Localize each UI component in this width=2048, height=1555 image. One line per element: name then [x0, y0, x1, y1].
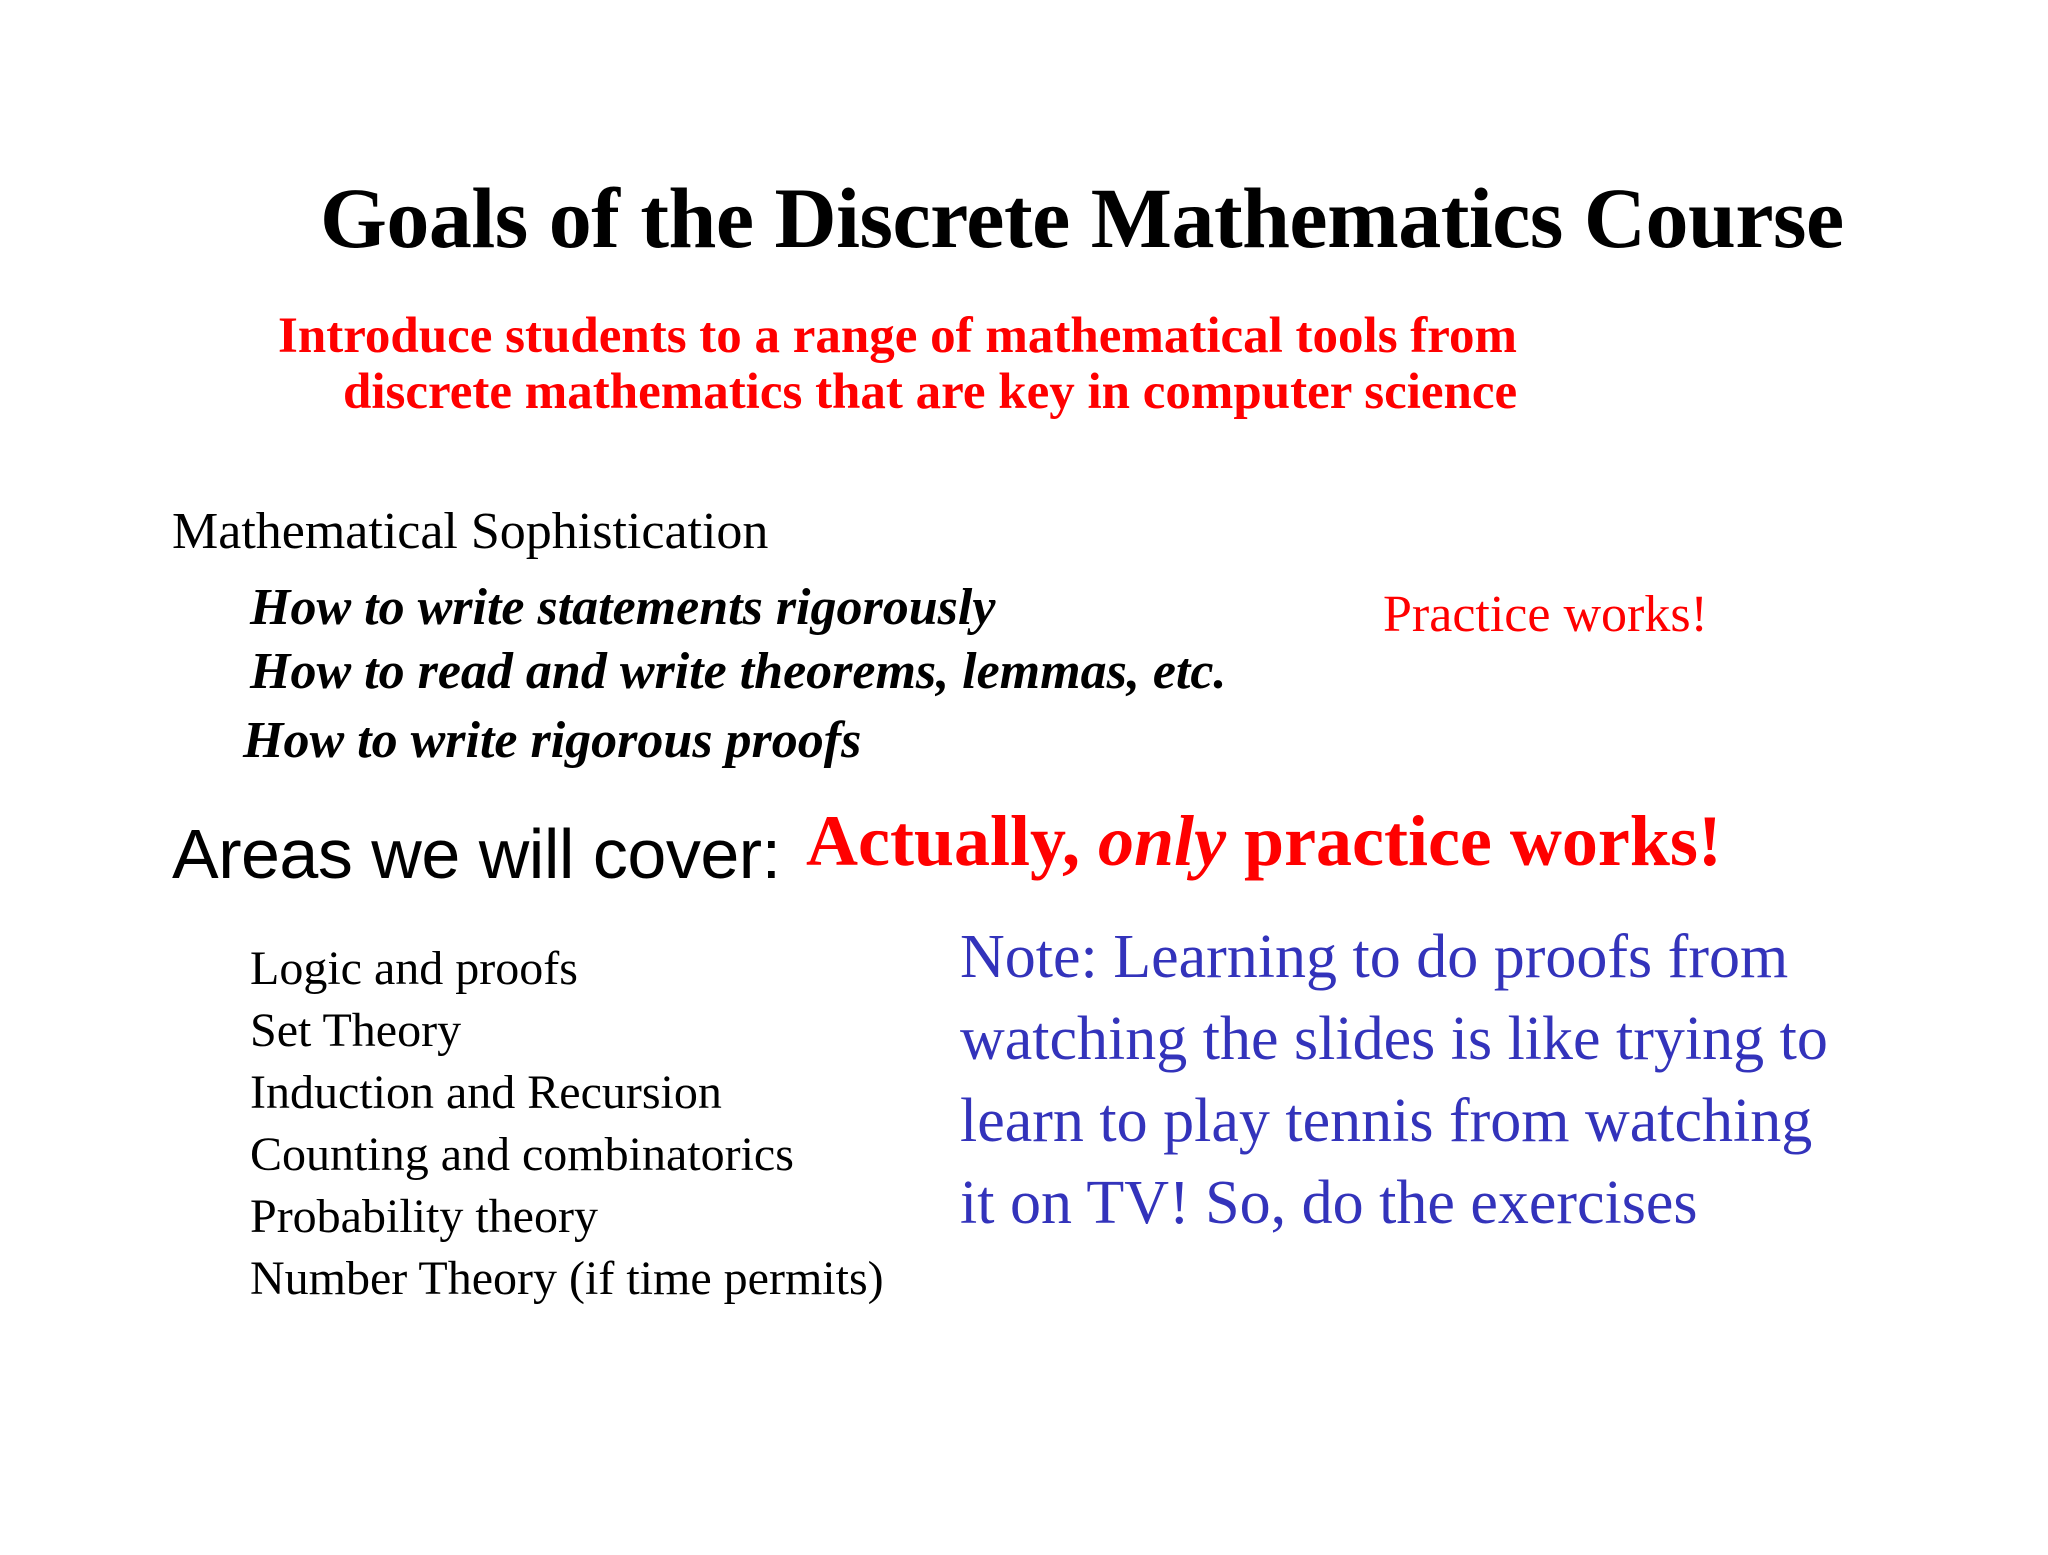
intro-line-2: discrete mathematics that are key in computer science — [343, 364, 1518, 420]
list-item: Induction and Recursion — [250, 1066, 722, 1119]
slide-title: Goals of the Discrete Mathematics Course — [320, 170, 1844, 266]
tennis-note — [960, 916, 1828, 1244]
practice-works-note: Practice works! — [1383, 586, 1708, 643]
list-item: Set Theory — [250, 1004, 462, 1057]
note-line: Note: Learning to do proofs from — [960, 923, 1789, 991]
areas-heading: Areas we will cover: — [172, 815, 781, 893]
list-item: Number Theory (if time permits) — [250, 1252, 884, 1305]
list-item: Probability theory — [250, 1190, 598, 1243]
sophistication-item: How to write rigorous proofs — [243, 712, 862, 769]
note-line: watching the slides is like trying to — [960, 1005, 1828, 1073]
note-line: it on TV! So, do the exercises — [960, 1169, 1698, 1237]
emphasis-only: only — [1098, 801, 1227, 881]
intro-line-1: Introduce students to a range of mathematical tools from — [278, 308, 1517, 364]
sophistication-item: How to read and write theorems, lemmas, etc. — [250, 643, 1227, 700]
intro-text — [278, 308, 1517, 420]
sophistication-heading: Mathematical Sophistication — [172, 503, 769, 560]
note-line: learn to play tennis from watching — [960, 1087, 1813, 1155]
emphasis-part-1: Actually, — [806, 801, 1099, 881]
areas-list — [250, 938, 884, 1310]
sophistication-item: How to write statements rigorously — [250, 579, 996, 636]
emphasis-part-3: practice works! — [1226, 801, 1722, 881]
list-item: Counting and combinatorics — [250, 1128, 794, 1181]
only-practice-emphasis — [806, 800, 1722, 883]
list-item: Logic and proofs — [250, 942, 578, 995]
